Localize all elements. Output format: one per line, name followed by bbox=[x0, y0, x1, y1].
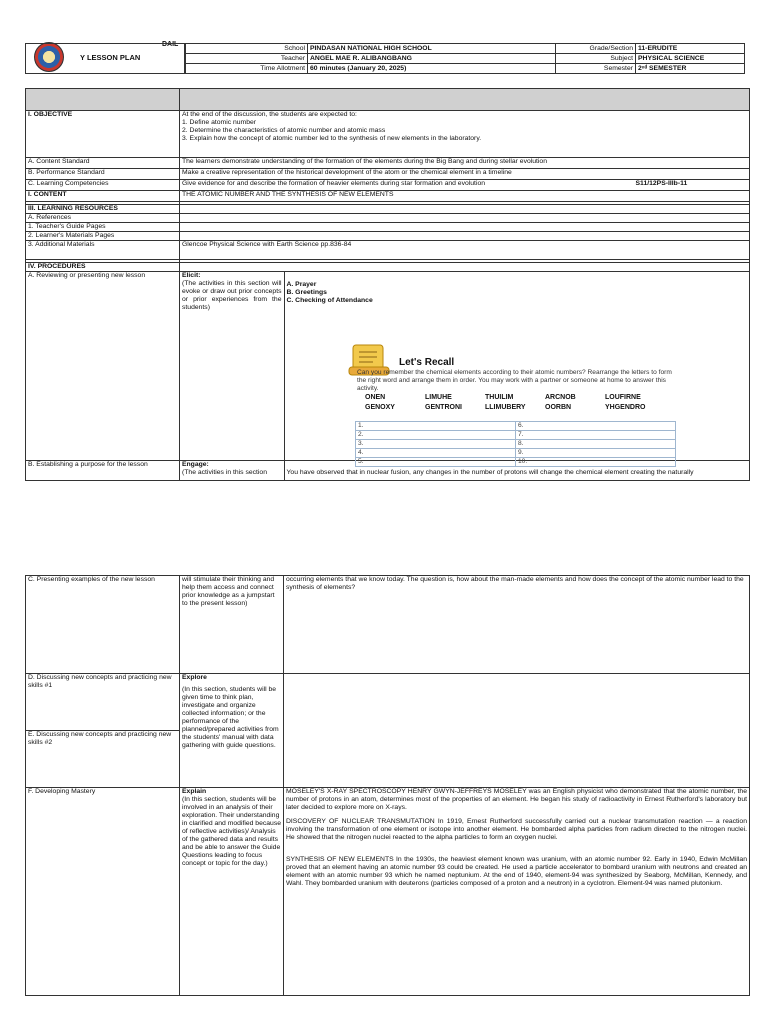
answer-blank: 10. bbox=[516, 458, 676, 467]
grade-value: 11-ERUDITE bbox=[636, 44, 745, 54]
engage-desc-cell-1 bbox=[180, 461, 284, 480]
competency-label: C. Learning Competencies bbox=[26, 180, 180, 191]
lm-label: 2. Learner's Materials Pages bbox=[26, 232, 180, 241]
answer-blank: 4. bbox=[356, 449, 516, 458]
content-standard-label: A. Content Standard bbox=[26, 158, 180, 169]
objective-label: I. OBJECTIVE bbox=[26, 111, 180, 158]
procedure-d-label: D. Discussing new concepts and practicing new skills #1 bbox=[26, 674, 180, 731]
answer-blank: 5. bbox=[356, 458, 516, 467]
word: ARCNOB bbox=[545, 394, 576, 401]
content-standard-value: The learners demonstrate understanding of the formation of the elements during the Big Bang and during stellar evolution bbox=[180, 158, 750, 169]
word: LLIMUBERY bbox=[485, 404, 526, 411]
objective-item-2: 2. Determine the characteristics of atomic number and atomic mass bbox=[182, 127, 386, 134]
header-table bbox=[185, 43, 745, 74]
explore-title: Explore bbox=[182, 674, 207, 681]
engage-desc-2: will stimulate their thinking and help them access and connect prior knowledge as a jumpstart to the present lesson) bbox=[180, 576, 284, 674]
elicit-title: Elicit: bbox=[182, 272, 201, 279]
semester-value: 2ⁿᵈ SEMESTER bbox=[636, 64, 745, 74]
procedure-b-label: B. Establishing a purpose for the lesson bbox=[26, 461, 180, 481]
competency-code: S11/12PS-IIIb-11 bbox=[635, 180, 688, 187]
procedures-value bbox=[180, 263, 750, 272]
school-label: School bbox=[186, 44, 308, 54]
word: ONEN bbox=[365, 394, 386, 401]
time-label: Time Allotment bbox=[186, 64, 308, 74]
tg-label: 1. Teacher's Guide Pages bbox=[26, 223, 180, 232]
explain-paragraph-moseley: MOSELEY'S X-RAY SPECTROSCOPY HENRY GWYN-JEFFREYS MOSELEY was an English physicist who demonstrated that the atomic number, the number of protons in an atom, determines most of the properties of an element. He began his study of radioactivity in Ernest Rutherford's laboratory but later decided to explore more on X-rays. bbox=[286, 788, 747, 811]
elicit-step-greetings: B. Greetings bbox=[286, 289, 327, 296]
objective-item-1: 1. Define atomic number bbox=[182, 119, 257, 126]
teacher-label: Teacher bbox=[186, 54, 308, 64]
competency-cell bbox=[180, 180, 750, 191]
engage-text-1: You have observed that in nuclear fusion, any changes in the number of protons will change the chemical element creating the naturally bbox=[286, 469, 694, 476]
explain-desc: (In this section, students will be involved in an analysis of their exploration. Their understanding in clarified and modified because of reflective activities)/ Analysis of the gathered data and results and be able to answer the Guide Questions leading to focus concept or topic for the day.) bbox=[182, 796, 281, 867]
lm-value bbox=[180, 232, 750, 241]
word: THUILIM bbox=[485, 394, 514, 401]
performance-standard-label: B. Performance Standard bbox=[26, 169, 180, 180]
resources-label: III. LEARNING RESOURCES bbox=[26, 205, 180, 214]
additional-value: Glencoe Physical Science with Earth Science pp.836-84 bbox=[180, 241, 750, 260]
header-logo-cell bbox=[25, 43, 185, 74]
answer-blank: 1. bbox=[356, 422, 516, 431]
objective-intro: At the end of the discussion, the students are expected to: bbox=[182, 111, 357, 118]
header-dail: DAIL bbox=[162, 41, 179, 48]
elicit-step-attendance: C. Checking of Attendance bbox=[286, 297, 373, 304]
procedure-c-label: C. Presenting examples of the new lesson bbox=[26, 576, 180, 674]
tg-value bbox=[180, 223, 750, 232]
explore-content bbox=[284, 674, 750, 788]
competency-value: Give evidence for and describe the formation of heavier elements during star formation and evolution bbox=[182, 180, 486, 187]
objective-cell bbox=[180, 111, 750, 158]
word: OORBN bbox=[545, 404, 572, 411]
shaded-header-left bbox=[26, 89, 180, 111]
grade-label: Grade/Section bbox=[556, 44, 636, 54]
elicit-desc: (The activities in this section will evoke or draw out prior concepts or prior experiences from the students) bbox=[182, 280, 282, 311]
lesson-plan-table-page-2 bbox=[25, 575, 750, 996]
elicit-desc-cell bbox=[180, 272, 284, 460]
scrambled-words-row-1 bbox=[365, 393, 675, 403]
time-value: 60 minutes (January 20, 2025) bbox=[308, 64, 556, 74]
explain-content bbox=[284, 788, 750, 996]
procedure-e-label: E. Discussing new concepts and practicing new skills #2 bbox=[26, 731, 180, 788]
content-label: I. CONTENT bbox=[26, 191, 180, 202]
answer-table bbox=[355, 421, 676, 467]
answer-blank: 2. bbox=[356, 431, 516, 440]
answer-blank: 9. bbox=[516, 449, 676, 458]
word: GENTRONI bbox=[425, 404, 462, 411]
explain-title: Explain bbox=[182, 788, 207, 795]
word: LIMUHE bbox=[425, 394, 452, 401]
references-label: A. References bbox=[26, 214, 180, 223]
lets-recall-title: Let's Recall bbox=[399, 357, 455, 368]
elicit-step-prayer: A. Prayer bbox=[286, 281, 317, 288]
answer-blank: 3. bbox=[356, 440, 516, 449]
scrambled-words bbox=[365, 393, 675, 413]
explain-paragraph-synthesis: SYNTHESIS OF NEW ELEMENTS In the 1930s, the heaviest element known was uranium, with an atomic number 92. Early in 1940, Edwin McMillan proved that an element having an atomic number 93 could be created. He used a particle accelerator to bombard uranium with neutrons and created an element with an atomic number 93 which he named neptunium. At the end of 1940, element-94 was synthesized by Seaborg, McMillan, Kennedy, and Wahl. They bombarded uranium with deuterons (particles composed of a proton and a neutron) in a cyclotron. Element-94 was named plutonium. bbox=[286, 856, 747, 887]
engage-title: Engage: bbox=[182, 461, 209, 468]
explore-desc: (In this section, students will be given time to think plan, investigate and organize collected information; or the performance of the planned/prepared activities from the students' manual with data gathering with guide questions. bbox=[182, 686, 279, 749]
content-value: THE ATOMIC NUMBER AND THE SYNTHESIS OF NEW ELEMENTS bbox=[180, 191, 750, 202]
lets-recall-instructions: Can you remember the chemical elements according to their atomic numbers? Rearrange the letters to form the right word and arrange them in order. You may work with a partner or someone at home to answer this activity. bbox=[357, 369, 672, 392]
subject-label: Subject bbox=[556, 54, 636, 64]
engage-text-2: occurring elements that we know today. The question is, how about the man-made elements and how does the concept of the atomic number lead to the synthesis of elements? bbox=[284, 576, 750, 674]
objective-item-3: 3. Explain how the concept of atomic number led to the synthesis of new elements in the laboratory. bbox=[182, 135, 482, 142]
word: YHGENDRO bbox=[605, 404, 646, 411]
answer-blank: 8. bbox=[516, 440, 676, 449]
explore-cell bbox=[180, 674, 284, 788]
lets-recall-activity bbox=[347, 341, 679, 471]
word: GENOXY bbox=[365, 404, 395, 411]
semester-label: Semester bbox=[556, 64, 636, 74]
header-lesson-plan: Y LESSON PLAN bbox=[80, 53, 141, 62]
procedures-label: IV. PROCEDURES bbox=[26, 263, 180, 272]
references-value bbox=[180, 214, 750, 223]
answer-blank: 6. bbox=[516, 422, 676, 431]
word: LOUFIRNE bbox=[605, 394, 641, 401]
procedure-f-label: F. Developing Mastery bbox=[26, 788, 180, 996]
performance-standard-value: Make a creative representation of the historical development of the atom or the chemical element in a timeline bbox=[180, 169, 750, 180]
teacher-value: ANGEL MAE R. ALIBANGBANG bbox=[308, 54, 556, 64]
explain-cell bbox=[180, 788, 284, 996]
subject-value: PHYSICAL SCIENCE bbox=[636, 54, 745, 64]
shaded-header-right bbox=[180, 89, 750, 111]
explain-paragraph-transmutation: DISCOVERY OF NUCLEAR TRANSMUTATION In 1919, Ernest Rutherford successfully carried out a nuclear transmutation reaction — a reaction involving the transformation of one element or isotope into another element. He bombarded alpha particles from radium directed to the nitrogen nuclei. He showed that the nitrogen nuclei reacted to the alpha particles to form an oxygen nuclei. bbox=[286, 818, 747, 841]
resources-value bbox=[180, 205, 750, 214]
additional-label: 3. Additional Materials bbox=[26, 241, 180, 260]
procedure-a-label: A. Reviewing or presenting new lesson bbox=[26, 272, 180, 461]
engage-desc-1: (The activities in this section bbox=[182, 469, 267, 476]
scrambled-words-row-2 bbox=[365, 403, 675, 413]
school-value: PINDASAN NATIONAL HIGH SCHOOL bbox=[308, 44, 556, 54]
answer-blank: 7. bbox=[516, 431, 676, 440]
